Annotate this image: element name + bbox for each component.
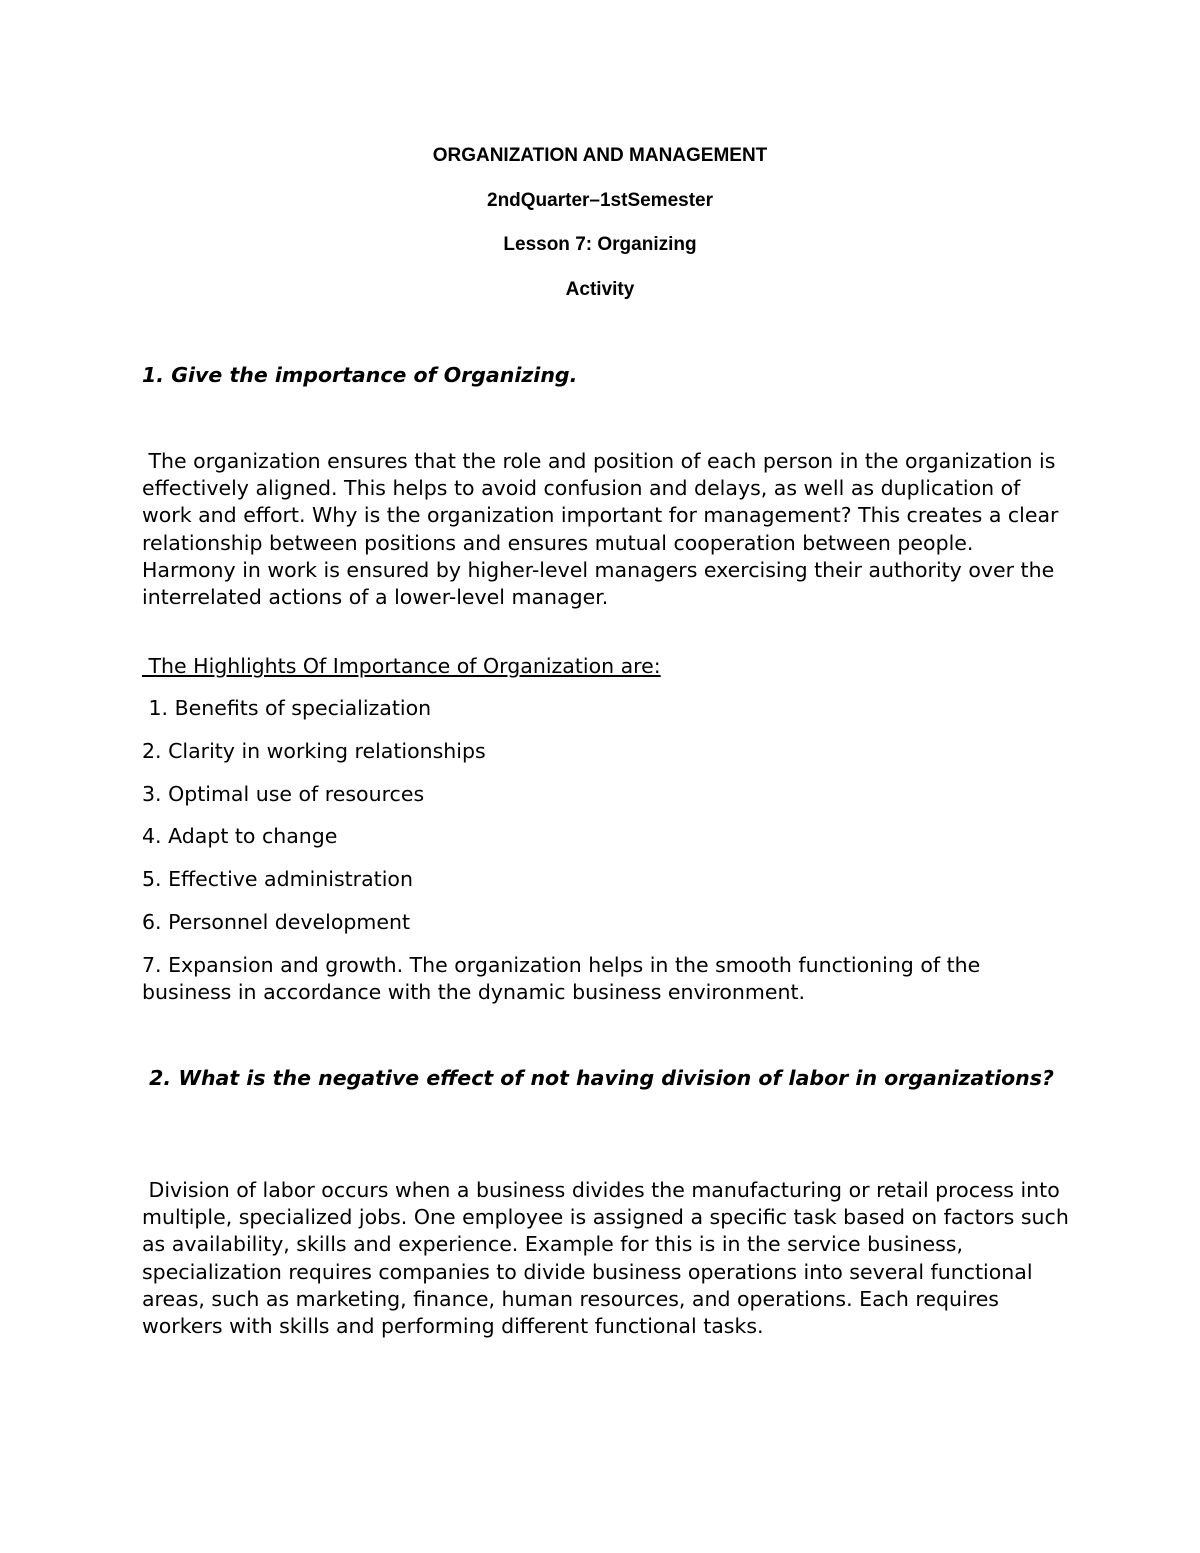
activity-label: Activity — [565, 279, 635, 300]
highlights-heading: The Highlights Of Importance of Organization are: — [142, 654, 661, 678]
answer-2-paragraph: Division of labor occurs when a business divides the manufacturing or retail process into multiple, specialized jobs. One employee is assigned a specific task based on factors such as availability, skills and experience. Example for this is in the service business, specialization requires companies to divide business operations into several functional areas, such as marketing, finance, human resources, and operations. Each requires workers with skills and performing different functional tasks. — [142, 1178, 1076, 1339]
question-2: 2. What is the negative effect of not having division of labor in organizations? — [142, 1066, 1054, 1090]
highlight-item-7: 7. Expansion and growth. The organization helps in the smooth functioning of the business in accordance with the dynamic business environment. — [142, 953, 981, 1005]
highlight-item-4: 4. Adapt to change — [142, 824, 338, 848]
answer-1-paragraph: The organization ensures that the role and position of each person in the organization is effectively aligned. This helps to avoid confusion and delays, as well as duplication of work and effort. Why is the organization important for management? This creates a clear relationship between positions and ensures mutual cooperation between people. Harmony in work is ensured by higher-level managers exercising their authority over the interrelated actions of a lower-level manager. — [142, 449, 1066, 610]
quarter-semester-label: 2ndQuarter–1stSemester — [487, 190, 713, 211]
highlight-item-5: 5. Effective administration — [142, 867, 413, 891]
lesson-title: Lesson 7: Organizing — [503, 234, 697, 255]
highlight-item-1: 1. Benefits of specialization — [142, 696, 432, 720]
document-title: ORGANIZATION AND MANAGEMENT — [432, 145, 768, 166]
highlight-item-6: 6. Personnel development — [142, 910, 411, 934]
highlight-item-2: 2. Clarity in working relationships — [142, 739, 486, 763]
highlight-item-3: 3. Optimal use of resources — [142, 782, 425, 806]
question-1: 1. Give the importance of Organizing. — [142, 363, 578, 387]
